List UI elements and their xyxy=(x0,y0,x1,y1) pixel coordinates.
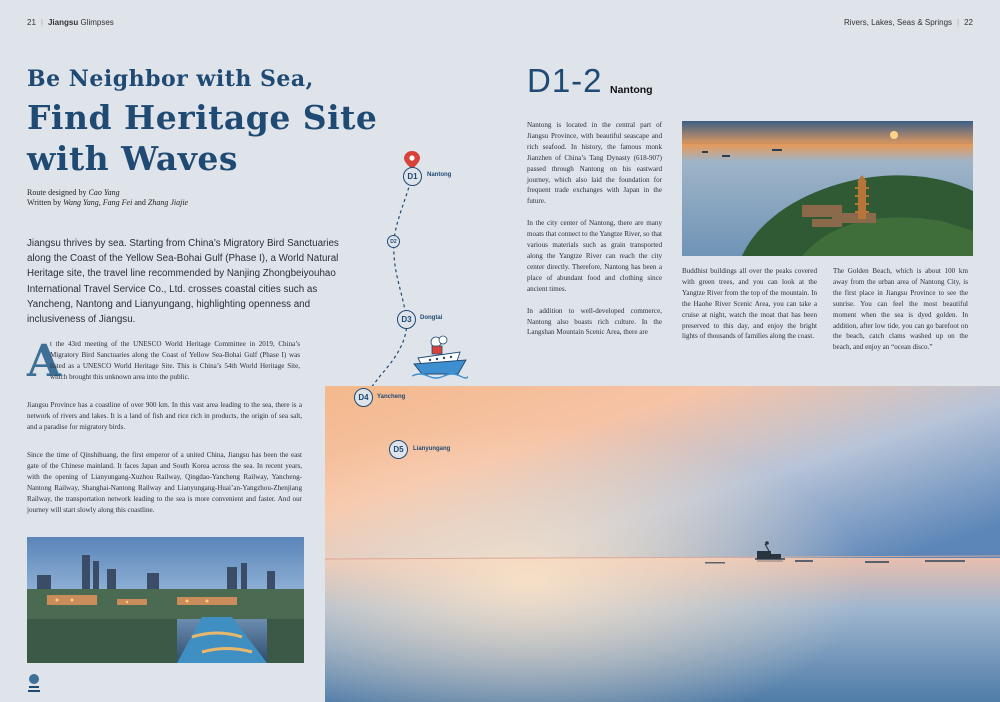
title-line-3: with Waves xyxy=(27,139,238,178)
column-1-paragraph-1: Nantong is located in the central part of Jiangsu Province, with beautiful seascape and rich seafood. In history, the famous monk Jianzhen of China’s Tang Dynasty (618-907) passed through Nantong on his eastward journey, which also laid the foundation for frequent trade exchanges with Japan in the future. xyxy=(527,121,662,206)
writer-3: Zhang Jiajie xyxy=(147,197,189,207)
left-page-header: 21 | Jiangsu Glimpses xyxy=(27,18,114,27)
route-stop-label: Dongtai xyxy=(420,315,443,321)
city-canal-photo xyxy=(27,537,304,663)
credits xyxy=(27,188,188,207)
page-number-left: 21 xyxy=(27,18,36,27)
route-stop-d3 xyxy=(397,310,416,329)
writer-credit xyxy=(27,198,188,208)
stop-code: D3 xyxy=(401,315,412,324)
section-name-right: Rivers, Lakes, Seas & Springs xyxy=(843,18,953,27)
nantong-pagoda-photo xyxy=(682,121,973,256)
route-stop-d4 xyxy=(354,388,373,407)
title-line-1: Be Neighbor with Sea, xyxy=(27,66,314,92)
section-name-bold: Jiangsu xyxy=(47,18,79,27)
intro-paragraph: Jiangsu thrives by sea. Starting from China’s Migratory Bird Sanctuaries along the Coast of the Yellow Sea-Bohai Gulf (Phase I), a World Natural Heritage site, the travel line recommended by Nanjing Zhongbeiyouhao International Travel Service Co., Ltd. crosses coastal cities such as Yancheng, Nantong and Lianyungang, highlighting openness and inclusiveness of Jiangsu. xyxy=(27,238,339,326)
writer-sep: , xyxy=(98,197,103,207)
writer-and: and xyxy=(132,197,148,207)
route-stop-d1 xyxy=(403,167,422,186)
column-1-paragraph-3: In addition to well-developed commerce, Nantong also boasts rich culture. In the Langshan Mountain Scenic Area, there are xyxy=(527,306,662,337)
stop-code: D4 xyxy=(358,393,369,402)
body-column-3: The Golden Beach, which is about 100 km away from the urban area of Nantong City, is the first place in Jiangsu Province to see the sunrise. You can feel the most beautiful moment when the sea is dyed golden. In addition, after low tide, you can go barefoot on the beach, catch clams washed up on the beach, and enjoy an “ocean disco.” xyxy=(833,267,968,352)
page-number-right: 22 xyxy=(964,18,973,27)
route-stop-label: Yancheng xyxy=(377,394,406,400)
stop-code: D5 xyxy=(393,445,404,454)
route-credit xyxy=(27,188,188,198)
route-stop-label: Nantong xyxy=(427,172,452,178)
drop-cap: A xyxy=(27,336,62,387)
route-stop-d2 xyxy=(387,235,400,248)
body-column-1 xyxy=(527,120,662,338)
right-page-header: Rivers, Lakes, Seas & Springs | 22 xyxy=(843,18,973,27)
body-paragraph-3: Since the time of Qinshihuang, the first emperor of a united China, Jiangsu has been the east gate of the Chinese mainland. It faces Japan and South Korea across the sea. In recent years, with the opening of Lianyungang-Xuzhou Railway, Qingdao-Yancheng Railway, Yancheng-Nantong Railway, Shanghai-Nantong Railway and Lianyungang-Huai’an-Yangzhou-Zhenjiang Railway, the transportation network leading to the sea is more convenient and faster. And our journey will start slowly along this coastline. xyxy=(27,451,302,514)
golden-beach-photo xyxy=(325,386,1000,702)
body-paragraph-2: Jiangsu Province has a coastline of over 900 km. In this vast area leading to the sea, there is a network of rivers and lakes. It is a land of fish and rice rich in products, the origin of sea salt, and a paradise for migratory birds. xyxy=(27,401,302,431)
section-name-rest: Glimpses xyxy=(80,18,114,27)
section-code: D1-2 xyxy=(527,62,603,99)
writer-2: Fang Fei xyxy=(102,197,133,207)
column-1-paragraph-2: In the city center of Nantong, there are many moats that connect to the Yangtze River, so that various materials such as grain transported along the Yangtze River can reach the city center directly. Therefore, Nantong has been a place of abundant food and clothing since ancient times. xyxy=(527,219,662,293)
cruise-ship-icon xyxy=(412,334,468,380)
section-city: Nantong xyxy=(610,84,653,96)
writer-1: Wang Yang xyxy=(63,197,99,207)
publisher-logo xyxy=(27,672,41,694)
stop-code: D2 xyxy=(390,238,397,245)
route-stop-d5 xyxy=(389,440,408,459)
body-column-2: Buddhist buildings all over the peaks covered with green trees, and you can look at the Yangtze River from the top of the mountain. In the Haohe River Scenic Area, you can take a cruise at night, watch the moat that has been preserved to this day, and enjoy the bright lights of thousands of families along the coast. xyxy=(682,267,817,341)
stop-code: D1 xyxy=(407,172,418,181)
title-line-2: Find Heritage Site xyxy=(27,98,378,137)
route-stop-label: Lianyungang xyxy=(413,446,451,452)
written-prefix: Written by xyxy=(27,197,64,207)
route-author: Cao Yang xyxy=(88,188,120,197)
route-prefix: Route designed by xyxy=(27,188,89,197)
body-paragraph-1: t the 43rd meeting of the UNESCO World Heritage Committee in 2019, China’s Migratory Bird Sanctuaries along the Coast of Yellow Sea-Bohai Gulf (Phase I) was listed as a UNESCO World Heritage Site. This is China’s 54th World Heritage Site, which brought this unknown area into the public. xyxy=(50,340,300,381)
